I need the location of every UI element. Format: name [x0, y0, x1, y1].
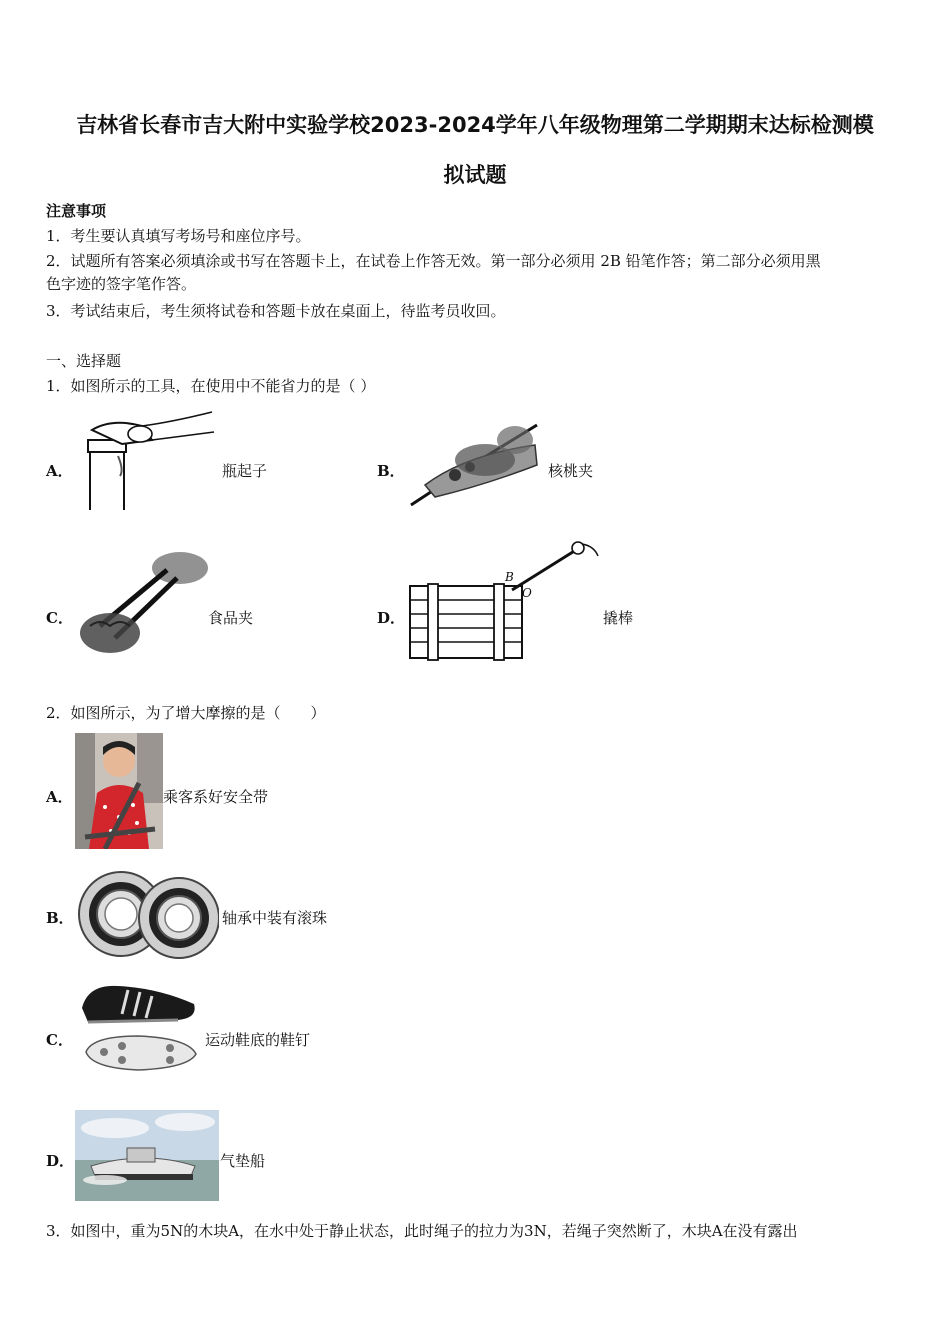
q1-option-c-letter: C． [46, 609, 73, 627]
seatbelt-child-image [75, 733, 163, 849]
q2-option-a-letter: A． [46, 788, 73, 806]
notice-item-2a: 2．试题所有答案必须填涂或书写在答题卡上，在试卷上作答无效。第一部分必须用 2B 铅笔作答；第二部分必须用黑 [46, 252, 821, 270]
q2-option-c-letter: C． [46, 1031, 73, 1049]
q2-option-c-text: 运动鞋底的鞋钉 [205, 1031, 311, 1049]
crowbar-label-o: O [522, 586, 532, 600]
crowbar-crate-image [408, 540, 603, 662]
q1-option-d-text: 撬棒 [603, 609, 634, 627]
q2-option-d-letter: D． [46, 1152, 75, 1170]
hovercraft-image [75, 1110, 219, 1201]
nutcracker-image [405, 405, 545, 513]
q1-option-b-letter: B． [377, 462, 405, 480]
bottle-opener-image [82, 410, 217, 515]
q1-option-b-text: 核桃夹 [548, 462, 594, 480]
q2-option-a-text: 乘客系好安全带 [163, 788, 269, 806]
football-boots-image [78, 978, 200, 1076]
notice-item-1: 1．考生要认真填写考场号和座位序号。 [46, 227, 311, 245]
section-heading-choice: 一、选择题 [46, 352, 122, 370]
crowbar-label-b: B [505, 570, 514, 584]
q1-stem: 1．如图所示的工具，在使用中不能省力的是（ ） [46, 377, 376, 395]
notice-item-2b: 色字迹的签字笔作答。 [46, 275, 197, 293]
notice-item-3: 3．考试结束后，考生须将试卷和答题卡放在桌面上，待监考员收回。 [46, 302, 506, 320]
q2-option-b-text: 轴承中装有滚珠 [222, 909, 328, 927]
page-title-line2: 拟试题 [443, 163, 507, 187]
q2-option-b-letter: B． [46, 909, 74, 927]
q1-option-d-letter: D． [377, 609, 406, 627]
q2-option-d-text: 气垫船 [220, 1152, 266, 1170]
q1-option-a-letter: A． [46, 462, 73, 480]
ball-bearing-image [77, 868, 219, 960]
q2-stem: 2．如图所示，为了增大摩擦的是（ ） [46, 704, 326, 722]
page-title-line1: 吉林省长春市吉大附中实验学校2023-2024学年八年级物理第二学期期末达标检测模 [76, 113, 874, 137]
q3-stem: 3．如图中，重为5N的木块A，在水中处于静止状态，此时绳子的拉力为3N，若绳子突然断了，木块A在没有露出 [46, 1222, 798, 1240]
q1-option-c-text: 食品夹 [208, 609, 254, 627]
q1-option-a-text: 瓶起子 [222, 462, 268, 480]
food-tongs-image [75, 548, 210, 658]
notice-heading: 注意事项 [46, 202, 107, 220]
